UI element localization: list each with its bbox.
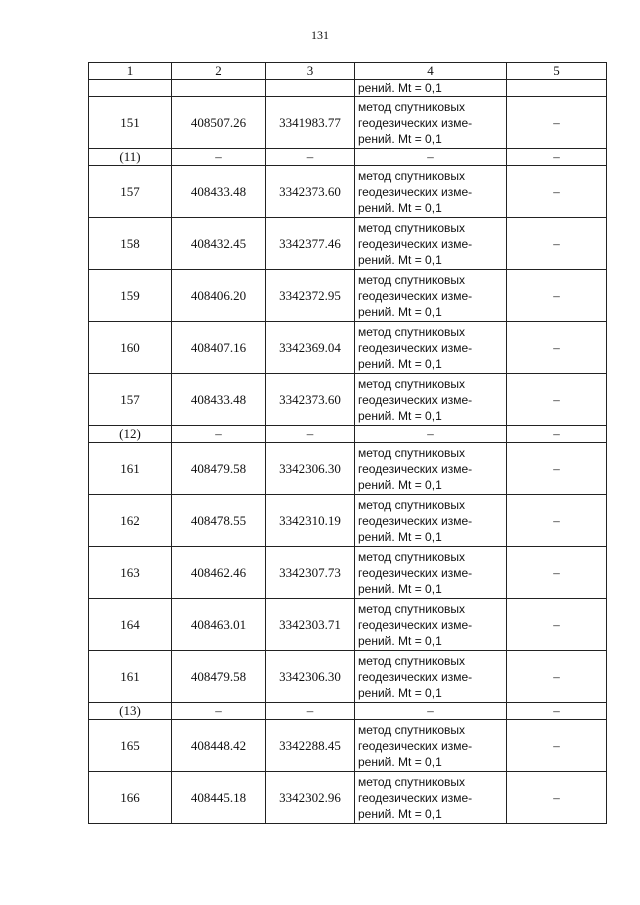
group-row (89, 149, 607, 166)
point-number: 157 (89, 374, 172, 426)
y-coordinate: – (266, 149, 355, 166)
x-coordinate: 408432.45 (172, 218, 266, 270)
x-coordinate: 408445.18 (172, 772, 266, 824)
method-description: метод спутниковых геодезических изме-рений. Mt = 0,1 (355, 443, 507, 495)
note: – (507, 218, 607, 270)
y-coordinate: 3342306.30 (266, 651, 355, 703)
method-description: – (355, 426, 507, 443)
point-number: (13) (89, 703, 172, 720)
table-row (89, 166, 607, 218)
note: – (507, 426, 607, 443)
point-number: 158 (89, 218, 172, 270)
x-coordinate: 408462.46 (172, 547, 266, 599)
method-description: метод спутниковых геодезических изме-рений. Mt = 0,1 (355, 651, 507, 703)
continuation-text: рений. Mt = 0,1 (355, 80, 507, 97)
method-description: – (355, 149, 507, 166)
table-row (89, 495, 607, 547)
note: – (507, 720, 607, 772)
header-col-2: 2 (172, 63, 266, 80)
x-coordinate: 408433.48 (172, 374, 266, 426)
point-number: 157 (89, 166, 172, 218)
note: – (507, 374, 607, 426)
y-coordinate: 3342306.30 (266, 443, 355, 495)
point-number: (11) (89, 149, 172, 166)
coordinates-table (88, 62, 607, 824)
method-description: – (355, 703, 507, 720)
y-coordinate: 3342288.45 (266, 720, 355, 772)
table-row (89, 270, 607, 322)
table-row (89, 374, 607, 426)
note: – (507, 703, 607, 720)
point-number: 161 (89, 651, 172, 703)
x-coordinate: – (172, 426, 266, 443)
x-coordinate: 408478.55 (172, 495, 266, 547)
x-coordinate: 408433.48 (172, 166, 266, 218)
point-number: 164 (89, 599, 172, 651)
group-row (89, 703, 607, 720)
note: – (507, 322, 607, 374)
method-description: метод спутниковых геодезических изме-рений. Mt = 0,1 (355, 218, 507, 270)
table-row (89, 97, 607, 149)
header-col-3: 3 (266, 63, 355, 80)
cell-empty (507, 80, 607, 97)
cell-empty (266, 80, 355, 97)
note: – (507, 270, 607, 322)
x-coordinate: 408407.16 (172, 322, 266, 374)
header-col-4: 4 (355, 63, 507, 80)
note: – (507, 651, 607, 703)
table-row (89, 218, 607, 270)
point-number: 159 (89, 270, 172, 322)
method-description: метод спутниковых геодезических изме-рений. Mt = 0,1 (355, 495, 507, 547)
y-coordinate: 3342377.46 (266, 218, 355, 270)
point-number: 162 (89, 495, 172, 547)
x-coordinate: 408479.58 (172, 651, 266, 703)
note: – (507, 599, 607, 651)
method-description: метод спутниковых геодезических изме-рений. Mt = 0,1 (355, 599, 507, 651)
x-coordinate: 408507.26 (172, 97, 266, 149)
y-coordinate: 3342373.60 (266, 374, 355, 426)
table-row (89, 772, 607, 824)
table-row (89, 599, 607, 651)
y-coordinate: – (266, 426, 355, 443)
table-row (89, 322, 607, 374)
table-row (89, 547, 607, 599)
x-coordinate: 408406.20 (172, 270, 266, 322)
y-coordinate: 3342303.71 (266, 599, 355, 651)
continuation-row (89, 80, 607, 97)
method-description: метод спутниковых геодезических изме-рений. Mt = 0,1 (355, 720, 507, 772)
cell-empty (89, 80, 172, 97)
note: – (507, 443, 607, 495)
method-description: метод спутниковых геодезических изме-рений. Mt = 0,1 (355, 374, 507, 426)
x-coordinate: – (172, 149, 266, 166)
x-coordinate: 408448.42 (172, 720, 266, 772)
point-number: (12) (89, 426, 172, 443)
y-coordinate: 3342302.96 (266, 772, 355, 824)
group-row (89, 426, 607, 443)
y-coordinate: 3342307.73 (266, 547, 355, 599)
method-description: метод спутниковых геодезических изме-рений. Mt = 0,1 (355, 322, 507, 374)
cell-empty (172, 80, 266, 97)
note: – (507, 149, 607, 166)
y-coordinate: 3342372.95 (266, 270, 355, 322)
point-number: 165 (89, 720, 172, 772)
method-description: метод спутниковых геодезических изме-рений. Mt = 0,1 (355, 547, 507, 599)
x-coordinate: 408463.01 (172, 599, 266, 651)
method-description: метод спутниковых геодезических изме-рений. Mt = 0,1 (355, 772, 507, 824)
method-description: метод спутниковых геодезических изме-рений. Mt = 0,1 (355, 97, 507, 149)
y-coordinate: 3342310.19 (266, 495, 355, 547)
note: – (507, 495, 607, 547)
point-number: 166 (89, 772, 172, 824)
x-coordinate: 408479.58 (172, 443, 266, 495)
y-coordinate: – (266, 703, 355, 720)
note: – (507, 166, 607, 218)
header-row (89, 63, 607, 80)
x-coordinate: – (172, 703, 266, 720)
note: – (507, 97, 607, 149)
table-row (89, 720, 607, 772)
point-number: 163 (89, 547, 172, 599)
point-number: 151 (89, 97, 172, 149)
y-coordinate: 3341983.77 (266, 97, 355, 149)
note: – (507, 547, 607, 599)
note: – (507, 772, 607, 824)
point-number: 161 (89, 443, 172, 495)
method-description: метод спутниковых геодезических изме-рений. Mt = 0,1 (355, 270, 507, 322)
header-col-1: 1 (89, 63, 172, 80)
table-body (89, 80, 607, 824)
y-coordinate: 3342373.60 (266, 166, 355, 218)
point-number: 160 (89, 322, 172, 374)
method-description: метод спутниковых геодезических изме-рений. Mt = 0,1 (355, 166, 507, 218)
header-col-5: 5 (507, 63, 607, 80)
table-row (89, 651, 607, 703)
y-coordinate: 3342369.04 (266, 322, 355, 374)
page-number: 131 (311, 28, 329, 42)
table-row (89, 443, 607, 495)
